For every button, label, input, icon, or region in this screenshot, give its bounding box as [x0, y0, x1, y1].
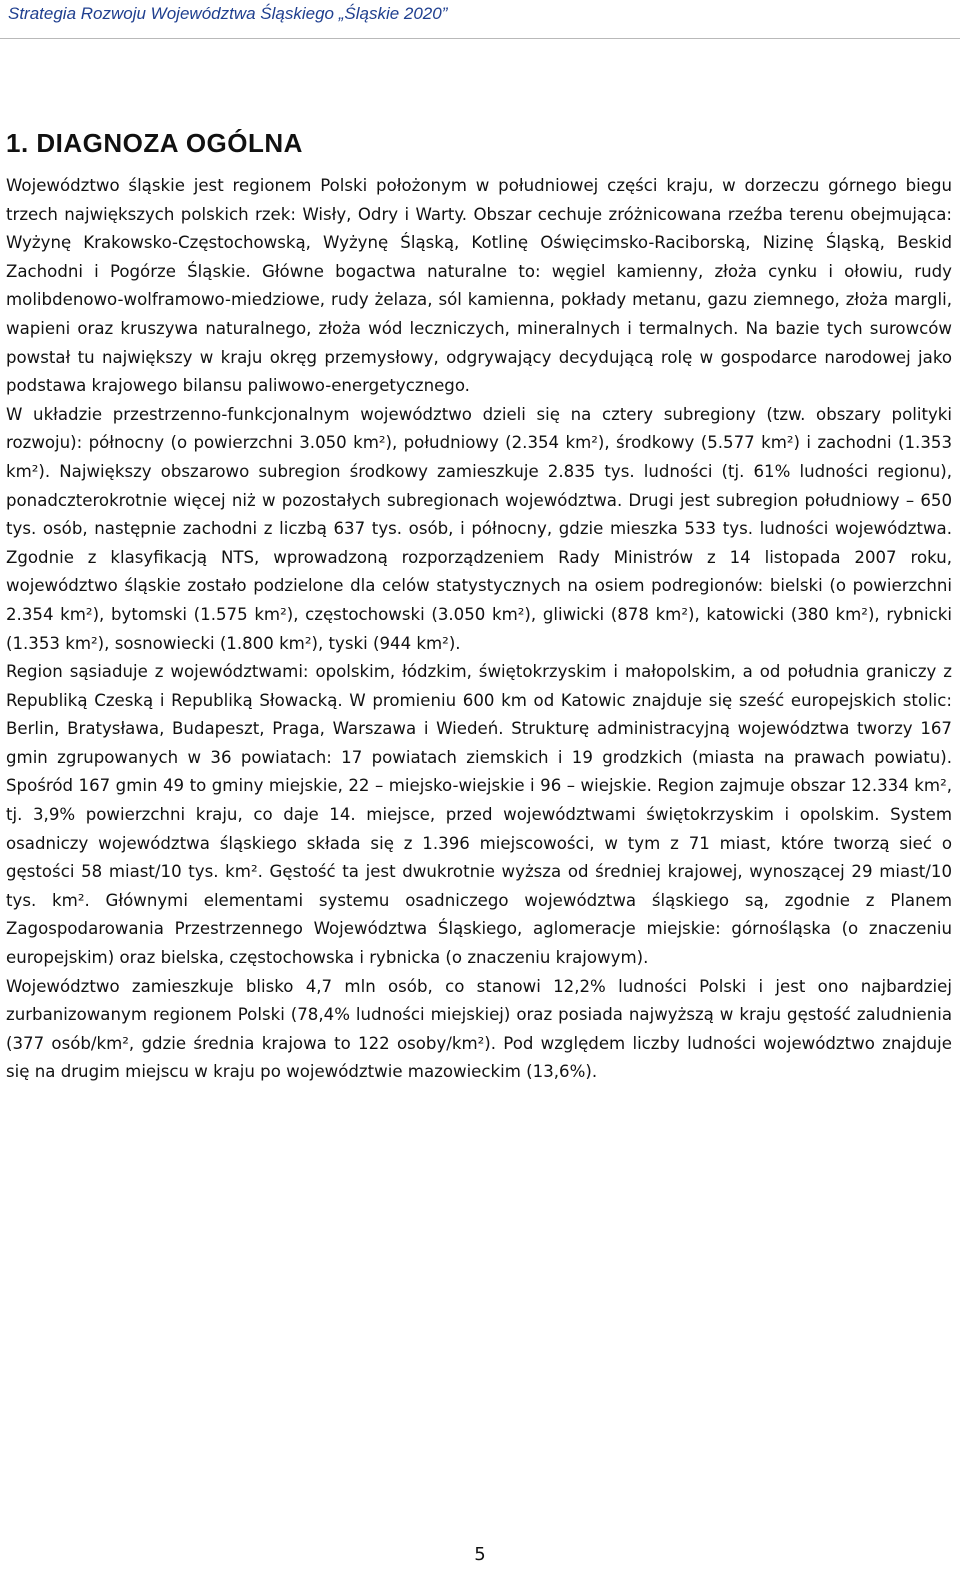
body-text	[6, 172, 952, 1087]
page-number: 5	[474, 1544, 486, 1565]
paragraph-natural-resources: Województwo śląskie jest regionem Polski położonym w południowej części kraju, w dorzeczu górnego biegu trzech największych polskich rzek: Wisły, Odry i Warty. Obszar cechuje zróżnicowana rzeźba terenu obejmująca: Wyżynę Krakowsko-Częstochowską, Wyżynę Śląską, Kotlinę Oświęcimsko-Raciborską, Nizinę Śląską, Beskid Zachodni i Pogórze Śląskie. Główne bogactwa naturalne to: węgiel kamienny, złoża cynku i ołowiu, rudy molibdenowo-wolframowo-miedziowe, rudy żelaza, sól kamienna, pokłady metanu, gazu ziemnego, złoża margli, wapieni oraz kruszywa naturalnego, złoża wód leczniczych, mineralnych i termalnych. Na bazie tych surowców powstał tu największy w kraju okręg przemysłowy, odgrywający decydującą rolę w gospodarce narodowej jako podstawa krajowego bilansu paliwowo-energetycznego.	[6, 176, 952, 396]
paragraph-subregions: W układzie przestrzenno-funkcjonalnym województwo dzieli się na cztery subregiony (tzw. obszary polityki rozwoju): północny (o powierzchni 3.050 km²), południowy (2.354 km²), środkowy (5.577 km²) i zachodni (1.353 km²). Największy obszarowo subregion środkowy zamieszkuje 2.835 tys. ludności (tj. 61% ludności regionu), ponadczterokrotnie więcej niż w pozostałych subregionach województwa. Drugi jest subregion południowy – 650 tys. osób, następnie zachodni z liczbą 637 tys. osób, i północny, gdzie mieszka 533 tys. ludności województwa. Zgodnie z klasyfikacją NTS, wprowadzoną rozporządzeniem Rady Ministrów z 14 listopada 2007 roku, województwo śląskie zostało podzielone dla celów statystycznych na osiem podregionów: bielski (o powierzchni 2.354 km²), bytomski (1.575 km²), częstochowski (3.050 km²), gliwicki (878 km²), katowicki (380 km²), rybnicki (1.353 km²), sosnowiecki (1.800 km²), tyski (944 km²).	[6, 404, 952, 653]
header-divider	[0, 38, 960, 39]
section-title: 1. DIAGNOZA OGÓLNA	[6, 128, 303, 158]
paragraph-administration: Region sąsiaduje z województwami: opolskim, łódzkim, świętokrzyskim i małopolskim, a od południa graniczy z Republiką Czeską i Republiką Słowacką. W promieniu 600 km od Katowic znajduje się sześć europejskich stolic: Berlin, Bratysława, Budapeszt, Praga, Warszawa i Wiedeń. Strukturę administracyjną województwa tworzy 167 gmin zgrupowanych w 36 powiatach: 17 powiatach ziemskich i 19 grodzkich (miasta na prawach powiatu). Spośród 167 gmin 49 to gminy miejskie, 22 – miejsko-wiejskie i 96 – wiejskie. Region zajmuje obszar 12.334 km², tj. 3,9% powierzchni kraju, co daje 14. miejsce, przed województwami świętokrzyskim i opolskim. System osadniczy województwa śląskiego składa się z 1.396 miejscowości, w tym z 71 miast, które tworzą sieć o gęstości 58 miast/10 tys. km². Gęstość ta jest dwukrotnie wyższa od średniej krajowej, wynoszącej 29 miast/10 tys. km². Głównymi elementami systemu osadniczego województwa śląskiego są, zgodnie z Planem Zagospodarowania Przestrzennego Województwa Śląskiego, aglomeracje miejskie: górnośląska (o znaczeniu europejskim) oraz bielska, częstochowska i rybnicka (o znaczeniu krajowym).	[6, 662, 952, 968]
running-header: Strategia Rozwoju Województwa Śląskiego „Śląskie 2020”	[8, 4, 448, 23]
paragraph-population: Województwo zamieszkuje blisko 4,7 mln osób, co stanowi 12,2% ludności Polski i jest ono najbardziej zurbanizowanym regionem Polski (78,4% ludności miejskiej) oraz posiada najwyższą w kraju gęstość zaludnienia (377 osób/km², gdzie średnia krajowa to 122 osoby/km²). Pod względem liczby ludności województwo znajduje się na drugim miejscu w kraju po województwie mazowieckim (13,6%).	[6, 976, 952, 1082]
